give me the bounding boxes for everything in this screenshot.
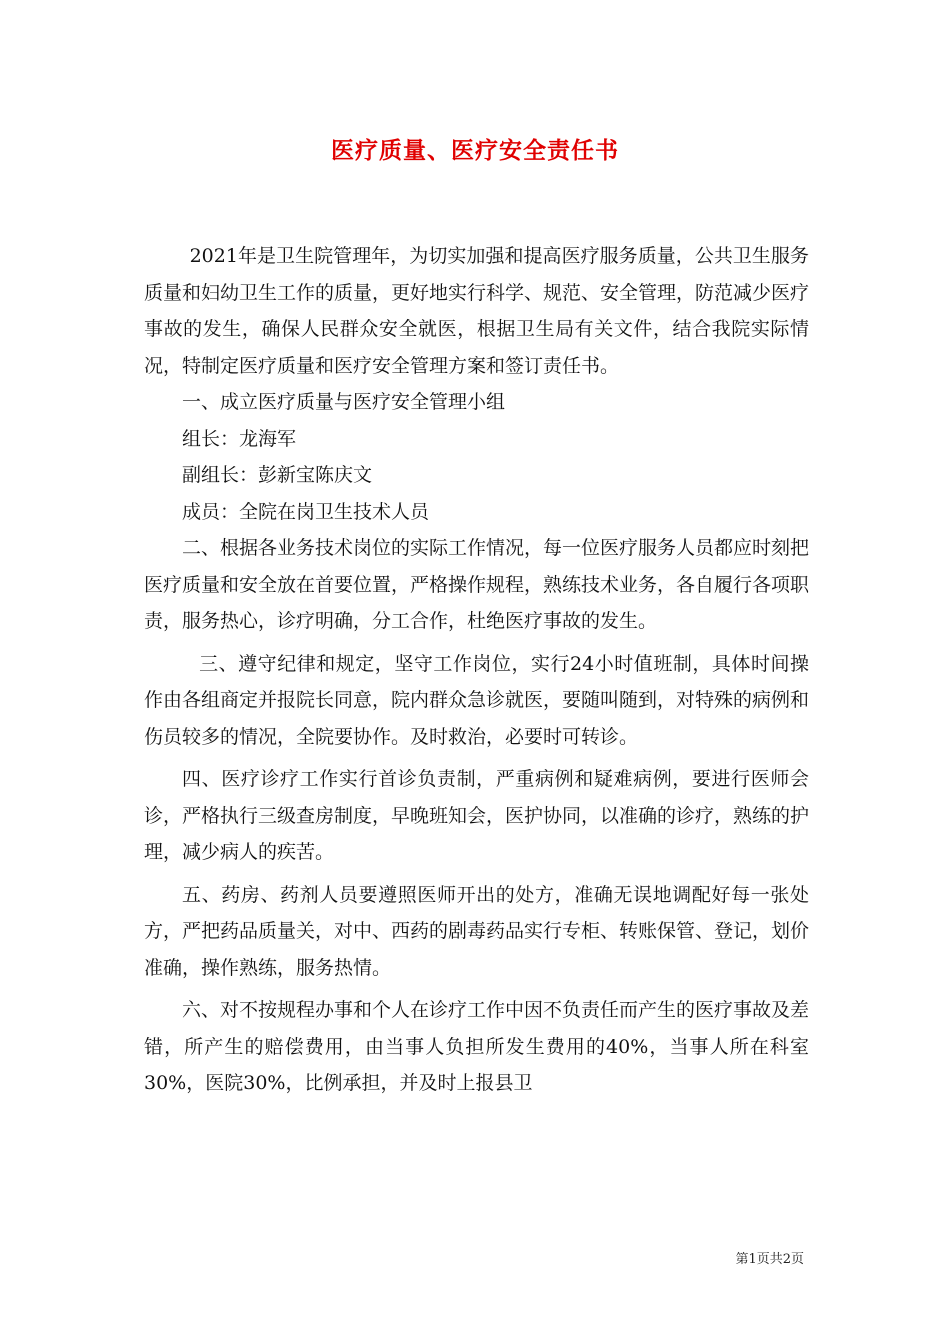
document-body xyxy=(144,238,809,1102)
page-number-footer: 第1页共2页 xyxy=(735,1252,804,1267)
paragraph-section-2: 二、根据各业务技术岗位的实际工作情况，每一位医疗服务人员都应时刻把医疗质量和安全放在首要位置，严格操作规程，熟练技术业务，各自履行各项职责，服务热心，诊疗明确，分工合作，杜绝医疗事故的发生。 xyxy=(144,537,810,632)
paragraph-section-3: 三、遵守纪律和规定，坚守工作岗位，实行24小时值班制，具体时间操作由各组商定并报院长同意，院内群众急诊就医，要随叫随到，对特殊的病例和伤员较多的情况，全院要协作。及时救治，必要时可转诊。 xyxy=(144,652,810,748)
paragraph-section-6: 六、对不按规程办事和个人在诊疗工作中因不负责任而产生的医疗事故及差错，所产生的赔偿费用，由当事人负担所发生费用的40%，当事人所在科室30%，医院30%，比例承担，并及时上报县卫 xyxy=(144,999,810,1094)
paragraph-deputy-leader: 副组长：彭新宝陈庆文 xyxy=(182,464,373,486)
paragraph-intro: 2021年是卫生院管理年，为切实加强和提高医疗服务质量，公共卫生服务质量和妇幼卫生工作的质量，更好地实行科学、规范、安全管理，防范减少医疗事故的发生，确保人民群众安全就医，根据卫生局有关文件，结合我院实际情况，特制定医疗质量和医疗安全管理方案和签订责任书。 xyxy=(144,245,810,377)
paragraph-section-5: 五、药房、药剂人员要遵照医师开出的处方，准确无误地调配好每一张处方，严把药品质量关，对中、西药的剧毒药品实行专柜、转账保管、登记，划价准确，操作熟练，服务热情。 xyxy=(144,883,810,979)
document-title: 医疗质量、医疗安全责任书 xyxy=(331,137,619,164)
paragraph-section-1: 一、成立医疗质量与医疗安全管理小组 xyxy=(182,391,506,413)
paragraph-leader: 组长：龙海军 xyxy=(182,427,297,450)
paragraph-section-4: 四、医疗诊疗工作实行首诊负责制，严重病例和疑难病例，要进行医师会诊，严格执行三级查房制度，早晚班知会，医护协同，以准确的诊疗，熟练的护理，减少病人的疾苦。 xyxy=(144,768,810,863)
paragraph-members: 成员：全院在岗卫生技术人员 xyxy=(182,500,430,523)
